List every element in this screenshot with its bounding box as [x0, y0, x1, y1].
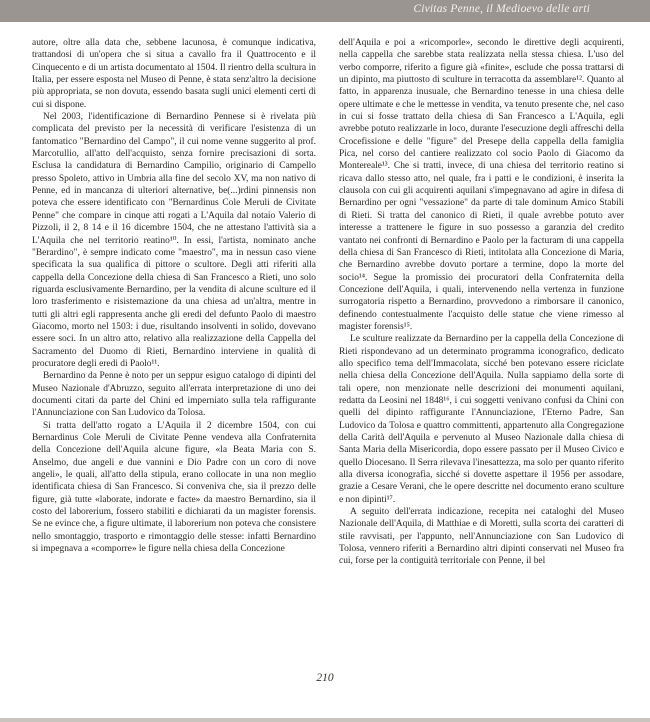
page-bottom-edge	[0, 718, 650, 722]
page-number: 210	[316, 672, 334, 684]
running-head-bar	[0, 0, 650, 22]
paragraph: Le sculture realizzate da Bernardino per la cappella della Concezione di Rieti rispondevano ad un determinato programma iconografico, dedicato allo specifico tema dell'Immacolata, sicché ben potevano essere riciclate nella chiesa della Concezione dell'Aquila. Nulla sappiamo della sorte di tali opere, non menzionate nelle descrizioni dei monumenti aquilani, redatta da Leosini nel 1848¹⁶, i cui soggetti venivano confusi da Chini con quelli del dipinto raffigurante l'Annunciazione, l'Eterno Padre, San Ludovico da Tolosa e quattro committenti, appartenuto alla Congregazione della Carità dell'Aquila e pervenuto al Museo Nazionale dalla chiesa di Santa Maria della Misericordia, dopo essere passato per il Museo Civico e quello Diocesano. Il Serra rilevava l'inesattezza, ma solo per quanto riferito alla diversa iconografia, sicché si dovette aspettare il 1956 per assodare, grazie a Cesare Verani, che le opere descritte nel documento erano sculture e non dipinti¹⁷.	[339, 334, 624, 505]
paragraph: autore, oltre alla data che, sebbene lacunosa, è comunque indicativa, trattandosi di un'opera che si situa a cavallo fra il Quattrocento e il Cinquecento e di un artista documentato al 1504. Il rientro della scultura in Italia, per essere esposta nel Museo di Penne, è stata senz'altro la decisione più appropriata, se non dovuta, essendo basata sugli unici elementi certi di cui si dispone.	[32, 38, 316, 110]
paragraph: Si tratta dell'atto rogato a L'Aquila il 2 dicembre 1504, con cui Bernardinus Cole Meruli de Civitate Penne vendeva alla Confraternita della Concezione dell'Aquila alcune figure, «la Beata Maria con S. Anselmo, due angeli e due vannini e Dio Padre con un coro di nove angeli», le quali, all'atto della stipula, erano collocate in una non meglio identificata chiesa di San Francesco. Si conveniva che, sia il prezzo delle figure, già tutte «laborate, indorate e facte» da maestro Bernardino, sia il costo del laborerium, fossero stabiliti e dichiarati da un magister forensis. Se ne evince che, a figure ultimate, il laborerium non poteva che consistere nello smontaggio, trasporto e rimontaggio delle stesse: infatti Bernardino si impegnava a «comporre» le figure nella chiesa della Concezione	[32, 420, 316, 555]
paragraph: A seguito dell'errata indicazione, recepita nei cataloghi del Museo Nazionale dell'Aquila, di Matthiae e di Moretti, sulla scorta dei caratteri di stile ravvisati, per l'appunto, nell'Annunciazione con San Ludovico di Tolosa, vennero riferiti a Bernardino altri dipinti conservati nel Museo fra cui, forse per la contiguità territoriale con Penne, il bel	[339, 507, 624, 567]
right-column	[339, 37, 624, 568]
paragraph: Bernardino da Penne è noto per un seppur esiguo catalogo di dipinti del Museo Nazionale d'Abruzzo, seguito all'errata interpretazione di uno dei documenti citati da parte del Chini ed imperniato sulla tela raffigurante l'Annunciazione con San Ludovico da Tolosa.	[32, 371, 316, 419]
left-column	[32, 37, 316, 555]
running-title: Civitas Penne, il Medioevo delle arti	[413, 3, 590, 15]
paragraph: dell'Aquila e poi a «ricomporle», secondo le direttive degli acquirenti, nella cappella che sarebbe stata realizzata nella stessa chiesa. L'uso del verbo comporre, riferito a figure già «finite», esclude che possa trattarsi di un dipinto, ma piuttosto di sculture in terracotta da assemblare¹². Quanto al fatto, in apparenza inusuale, che Bernardino tenesse in una chiesa delle opere ultimate e che le mettesse in vendita, va tenuto presente che, nel caso in cui si fosse trattato della chiesa di San Francesco a L'Aquila, egli avrebbe potuto realizzarle in loco, durante l'esecuzione degli affreschi della Crocefissione e delle "figure" del Presepe della cappella della famiglia Pica, nel corso del cantiere realizzato col socio Paolo di Giacomo da Montereale¹³. Che si tratti, invece, di una chiesa del territorio reatino si ricava dallo stesso atto, nel quale, fra i patti e le condizioni, è inserita la clausola con cui gli acquirenti aquilani s'impegnavano ad agire in difesa di Bernardino per ogni "vessazione" da parte di tale dominum Amico Stabili di Rieti. Si tratta del canonico di Rieti, il quale avrebbe potuto aver interesse a trattenere le figure in suo possesso a garanzia del credito vantato nei confronti di Bernardino e Paolo per la facturam di una cappella della chiesa di San Francesco di Rieti, intitolata alla Concezione di Maria, che Bernardino avrebbe dovuto portare a termine, dopo la morte del socio¹⁴. Segue la promissio dei procuratori della Confraternita della Concezione dell'Aquila, i quali, intervenendo nella vertenza in funzione surrogatoria rispetto a Bernardino, provvedono a rimborsare il canonico, definendo contestualmente l'acquisto delle statue che viene rimesso al magister forensis¹⁵.	[339, 38, 624, 332]
paragraph: Nel 2003, l'identificazione di Bernardino Pennese si è rivelata più complicata del previsto per la necessità di verificare l'esistenza di un fantomatico "Bernardino del Campo", il cui nome venne suggerito al prof. Marcotullio, all'atto dell'acquisto, senza fornire precisazioni di sorta. Esclusa la candidatura di Bernardino Campilio, originario di Campello presso Spoleto, attivo in Umbria alla fine del secolo XV, ma non nativo di Penne, ed in mancanza di ulteriori alternative, be(...)rdini pinnensis non poteva che essere identificato con "Bernardinus Cole Meruli de Civitate Penne" che compare in cinque atti rogati a L'Aquila dal notaio Valerio di Pizzoli, il 2, 8 14 e il 16 dicembre 1504, che ne attestano l'attività sia a L'Aquila che nel territorio reatino¹⁰. In essi, l'artista, nominato anche "Berardino", è sempre indicato come "maestro", ma in nessun caso viene specificata la sua qualifica di pittore o scultore. Degli atti riferiti alla cappella della Concezione della chiesa di San Francesco a Rieti, uno solo riguarda esclusivamente Bernardino, per la vendita di alcune sculture ed il loro trasferimento e risistemazione da una chiesa ad un'altra, mentre in tutti gli altri egli rappresenta anche gli eredi del defunto Paolo di maestro Giacomo, morto nel 1503: i due, risultando insolventi in solido, dovevano essere soci. In un altro atto, relativo alla realizzazione della Cappella del Sacramento del Duomo di Rieti, Bernardino interviene in qualità di procuratore degli eredi di Paolo¹¹.	[32, 112, 316, 369]
